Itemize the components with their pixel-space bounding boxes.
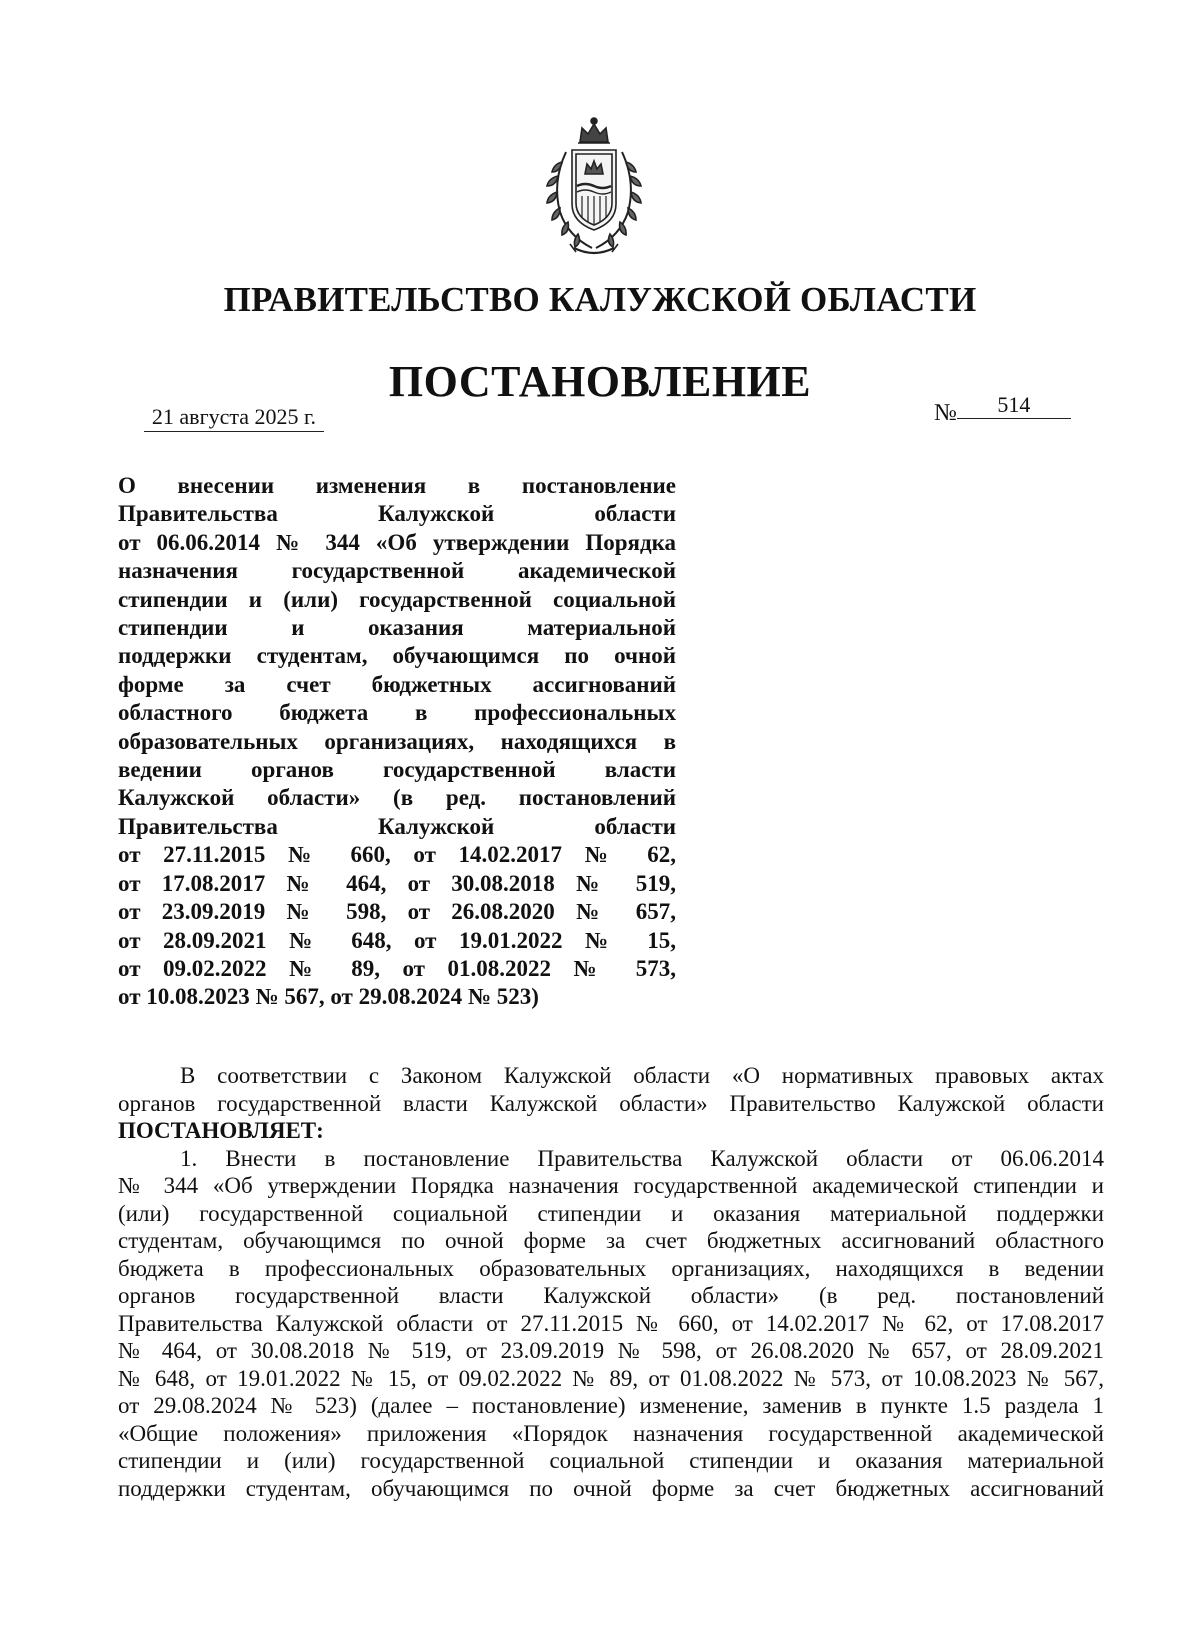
subject-line: форме за счет бюджетных ассигнований	[118, 671, 676, 697]
organization-title: ПРАВИТЕЛЬСТВО КАЛУЖСКОЙ ОБЛАСТИ	[223, 280, 977, 319]
subject-line: от 23.09.2019 № 598, от 26.08.2020 № 657,	[118, 899, 676, 925]
resolves-heading: ПОСТАНОВЛЯЕТ:	[118, 1118, 324, 1143]
document-date: 21 августа 2025 г.	[144, 404, 324, 432]
item1-line: бюджета в профессиональных образовательных организациях, находящихся в ведении	[118, 1255, 1104, 1281]
subject-line: ведении органов государственной власти	[118, 757, 676, 783]
item1-line: № 464, от 30.08.2018 № 519, от 23.09.2019 № 598, от 26.08.2020 № 657, от 28.09.2021	[118, 1338, 1104, 1363]
item1-line: поддержки студентам, обучающимся по очной форме за счет бюджетных ассигнований	[118, 1475, 1104, 1501]
item1-line: 1. Внести в постановление Правительства Калужской области от 06.06.2014	[180, 1145, 1104, 1171]
item1-line: стипендии и (или) государственной социальной стипендии и оказания материальной	[118, 1448, 1104, 1473]
item1-line: № 648, от 19.01.2022 № 15, от 09.02.2022 № 89, от 01.08.2022 № 573, от 10.08.2023 № 567,	[118, 1365, 1104, 1391]
coat-of-arms-emblem	[530, 112, 658, 260]
subject-line: областного бюджета в профессиональных	[118, 700, 676, 726]
subject-line: от 09.02.2022 № 89, от 01.08.2022 № 573,	[118, 955, 676, 981]
subject-line: поддержки студентам, обучающимся по очной	[118, 643, 676, 669]
subject-line: от 06.06.2014 № 344 «Об утверждении Порядка	[118, 529, 676, 555]
document-number: 514	[957, 392, 1071, 419]
subject-line: стипендии и оказания материальной	[118, 615, 676, 641]
item1-line: № 344 «Об утверждении Порядка назначения государственной академической стипендии и	[118, 1173, 1104, 1198]
subject-line: Калужской области» (в ред. постановлений	[118, 785, 676, 811]
body-text	[118, 1062, 1104, 1502]
item1-line: студентам, обучающимся по очной форме за счет бюджетных ассигнований областного	[118, 1228, 1104, 1253]
subject-line: от 27.11.2015 № 660, от 14.02.2017 № 62,	[118, 842, 676, 868]
subject-line: образовательных организациях, находящихся в	[118, 728, 676, 754]
subject-line: от 28.09.2021 № 648, от 19.01.2022 № 15,	[118, 927, 676, 953]
subject-line: Правительства Калужской области	[118, 501, 676, 527]
subject-line: Правительства Калужской области	[118, 813, 676, 839]
number-label: №	[934, 400, 957, 426]
item1-line: органов государственной власти Калужской области» (в ред. постановлений	[118, 1283, 1104, 1308]
document-number-block	[934, 392, 1071, 427]
subject-line: от 17.08.2017 № 464, от 30.08.2018 № 519,	[118, 870, 676, 896]
item1-line: от 29.08.2024 № 523) (далее – постановление) изменение, заменив в пункте 1.5 раздела 1	[118, 1393, 1104, 1418]
preamble-line: органов государственной власти Калужской области» Правительство Калужской области	[118, 1090, 1104, 1116]
item1-line: «Общие положения» приложения «Порядок назначения государственной академической	[118, 1420, 1104, 1446]
subject-line: от 10.08.2023 № 567, от 29.08.2024 № 523)	[118, 984, 539, 1010]
document-type-title: ПОСТАНОВЛЕНИЕ	[388, 357, 812, 406]
item1-line: Правительства Калужской области от 27.11.2015 № 660, от 14.02.2017 № 62, от 17.08.2017	[118, 1310, 1104, 1336]
item1-line: (или) государственной социальной стипендии и оказания материальной поддержки	[118, 1200, 1104, 1226]
subject-line: стипендии и (или) государственной социальной	[118, 586, 676, 612]
subject-line: назначения государственной академической	[118, 558, 676, 584]
preamble-line: В соответствии с Законом Калужской области «О нормативных правовых актах	[180, 1063, 1104, 1088]
subject-heading	[118, 472, 676, 1012]
subject-line: О внесении изменения в постановление	[118, 473, 676, 498]
